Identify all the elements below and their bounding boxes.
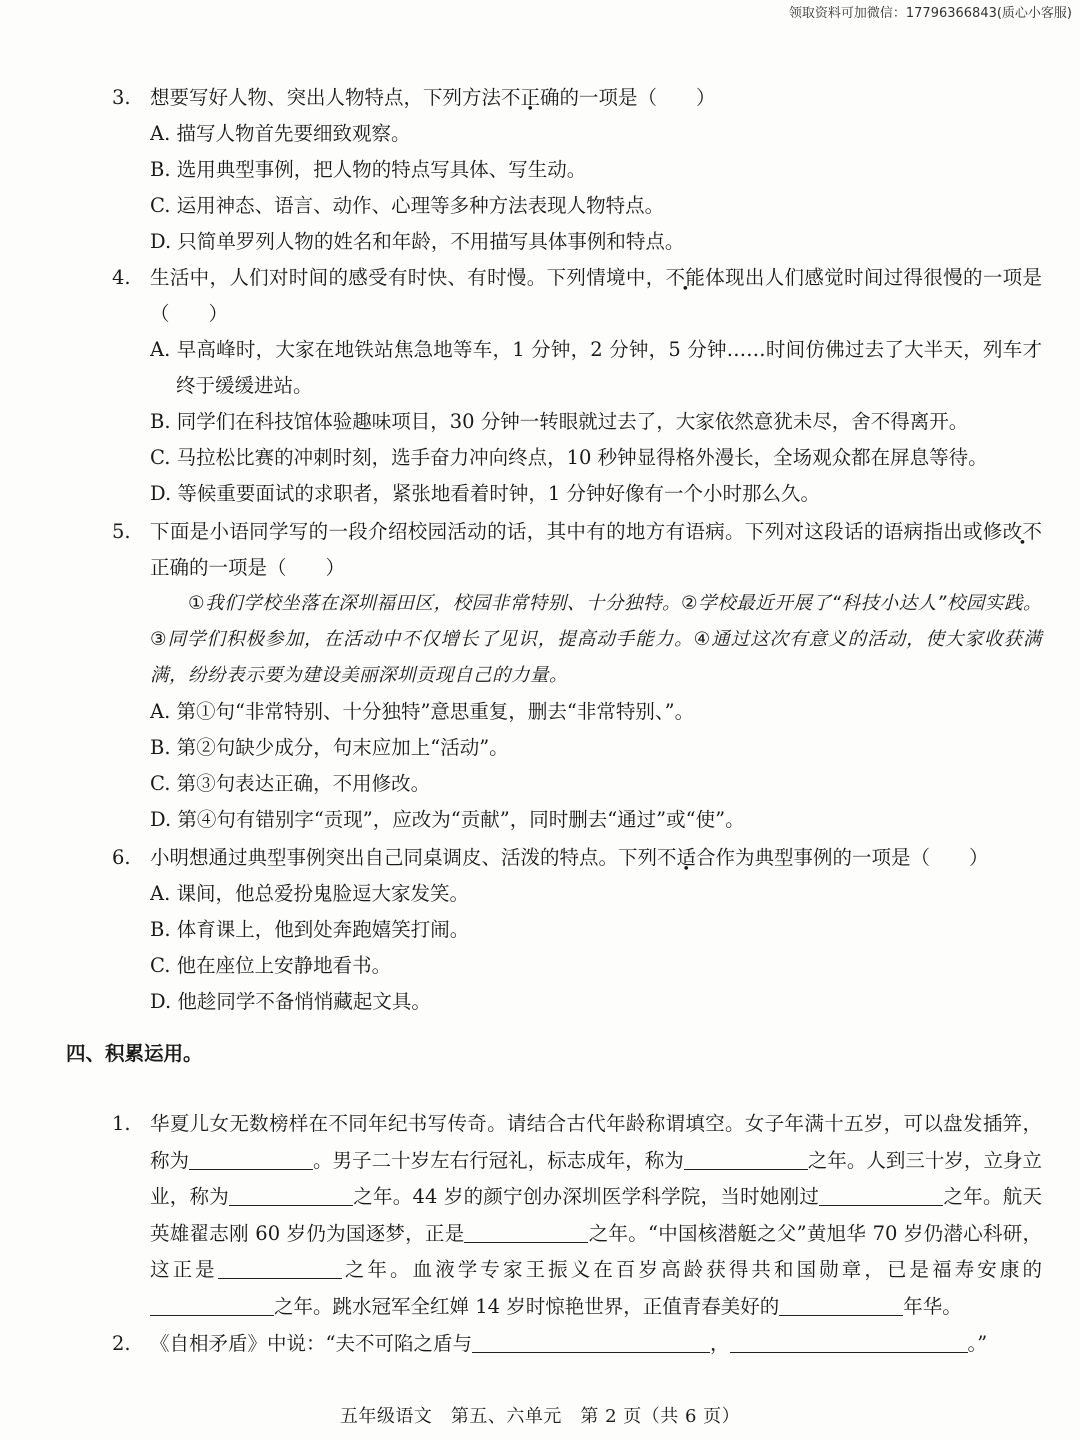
option-d: D. 只简单罗列人物的姓名和年龄，不用描写具体事例和特点。: [150, 230, 685, 253]
fill-blank[interactable]: [218, 1254, 342, 1279]
passage-text: ①我们学校坐落在深圳福田区，校园非常特别、十分独特。②学校最近开展了“科技小达人”校园实践。③同学们积极参加，在活动中不仅增长了见识，提高动手能力。④通过这次有意义的活动，使大家收获满满，纷纷表示要为建设美丽深圳贡现自己的力量。: [150, 593, 1042, 686]
fill-blank[interactable]: [730, 1328, 968, 1353]
fill-in-sentence: 《自相矛盾》中说：“夫不可陷之盾与 ， 。”: [150, 1326, 1042, 1362]
question-3: [112, 80, 1042, 260]
emphasis-text: 不能: [665, 266, 706, 289]
option-c: C. 运用神态、语言、动作、心理等多种方法表现人物特点。: [150, 194, 665, 217]
fill-blank[interactable]: [779, 1291, 903, 1316]
option-b: B. 选用典型事例，把人物的特点写具体、写生动。: [150, 158, 587, 181]
question-number: 4.: [112, 266, 131, 289]
fill-in-paragraph: 华夏儿女无数榜样在不同年纪书写传奇。请结合古代年龄称谓填空。女子年满十五岁，可以盘发插笄，称为 。男子二十岁左右行冠礼，标志成年，称为 之年。人到三十岁，立身立业，称为 之年。44 岁的颜宁创办深圳医学科学院，当时她刚过 之年。航天英雄翟志刚 60 岁仍为国逐梦，正是 之年。“中国核潜艇之父”黄旭华 70 岁仍潜心科研，这正是 之年。血液学专家王振义在百岁高龄获得共和国勋章，已是福寿安康的之年。跳水冠军全红婵 14 岁时惊艳世界，正值青春美好的 年华。: [150, 1112, 1042, 1318]
section-heading: 四、积累运用。: [66, 1042, 203, 1065]
question-number: 5.: [112, 520, 131, 543]
question-stem: 小明想通过典型事例突出自己同桌调皮、活泼的特点。下列不适合作为典型事例的一项是（ ）: [150, 846, 989, 869]
option-d: D. 他趁同学不备悄悄藏起文具。: [150, 990, 431, 1013]
fill-blank[interactable]: [464, 1218, 588, 1243]
option-c: C. 马拉松比赛的冲刺时刻，选手奋力冲向终点，10 秒钟显得格外漫长，全场观众都在屏息等待。: [150, 446, 988, 469]
question-5: [112, 514, 1042, 838]
question-number: 2.: [112, 1332, 131, 1355]
option-c: C. 第③句表达正确，不用修改。: [150, 772, 431, 795]
option-a: A. 课间，他总爱扮鬼脸逗大家发笑。: [150, 882, 469, 905]
fill-blank[interactable]: [472, 1328, 710, 1353]
question-stem: 想要写好人物、突出人物特点，下列方法不正确的一项是（ ）: [150, 86, 716, 109]
question-number: 1.: [112, 1112, 131, 1135]
fill-blank[interactable]: [189, 1145, 313, 1170]
fill-blank[interactable]: [229, 1181, 353, 1206]
question-stem: 生活中，人们对时间的感受有时快、有时慢。下列情境中，不能体现出人们感觉时间过得很慢的一项是（ ）: [150, 266, 1042, 325]
option-a: A. 描写人物首先要细致观察。: [150, 122, 411, 145]
option-a: A. 第①句“非常特别、十分独特”意思重复，删去“非常特别、”。: [150, 700, 695, 723]
option-b: B. 同学们在科技馆体验趣味项目，30 分钟一转眼就过去了，大家依然意犹未尽，舍不得离开。: [150, 410, 969, 433]
watermark-text: 领取资料可加微信：17796366843(质心小客服): [788, 6, 1072, 21]
section4-question-2: [112, 1326, 1042, 1362]
option-a: A. 早高峰时，大家在地铁站焦急地等车，1 分钟，2 分钟，5 分钟……时间仿佛过去了大半天，列车才终于缓缓进站。: [150, 338, 1042, 397]
question-6: [112, 840, 1042, 1020]
fill-blank[interactable]: [684, 1145, 808, 1170]
question-number: 3.: [112, 86, 131, 109]
question-4: [112, 260, 1042, 512]
emphasis-text: 不适合: [657, 846, 716, 869]
fill-blank[interactable]: [819, 1181, 943, 1206]
option-d: D. 等候重要面试的求职者，紧张地看着时钟，1 分钟好像有一个小时那么久。: [150, 482, 820, 505]
option-b: B. 体育课上，他到处奔跑嬉笑打闹。: [150, 918, 470, 941]
option-d: D. 第④句有错别字“贡现”，应改为“贡献”，同时删去“通过”或“使”。: [150, 808, 745, 831]
question-stem: 下面是小语同学写的一段介绍校园活动的话，其中有的地方有语病。下列对这段话的语病指出或修改不正确 •的一项是（ ）: [150, 514, 1042, 586]
emphasis-text: 不正确: [501, 86, 560, 109]
fill-blank[interactable]: [150, 1291, 274, 1316]
option-c: C. 他在座位上安静地看书。: [150, 954, 392, 977]
question-number: 6.: [112, 846, 131, 869]
section4-question-1: [112, 1106, 1042, 1325]
page-footer: 五年级语文 第五、六单元 第 2 页（共 6 页）: [339, 1406, 741, 1427]
emphasis-text: 不正确 •: [150, 520, 1042, 579]
option-b: B. 第②句缺少成分，句末应加上“活动”。: [150, 736, 509, 759]
